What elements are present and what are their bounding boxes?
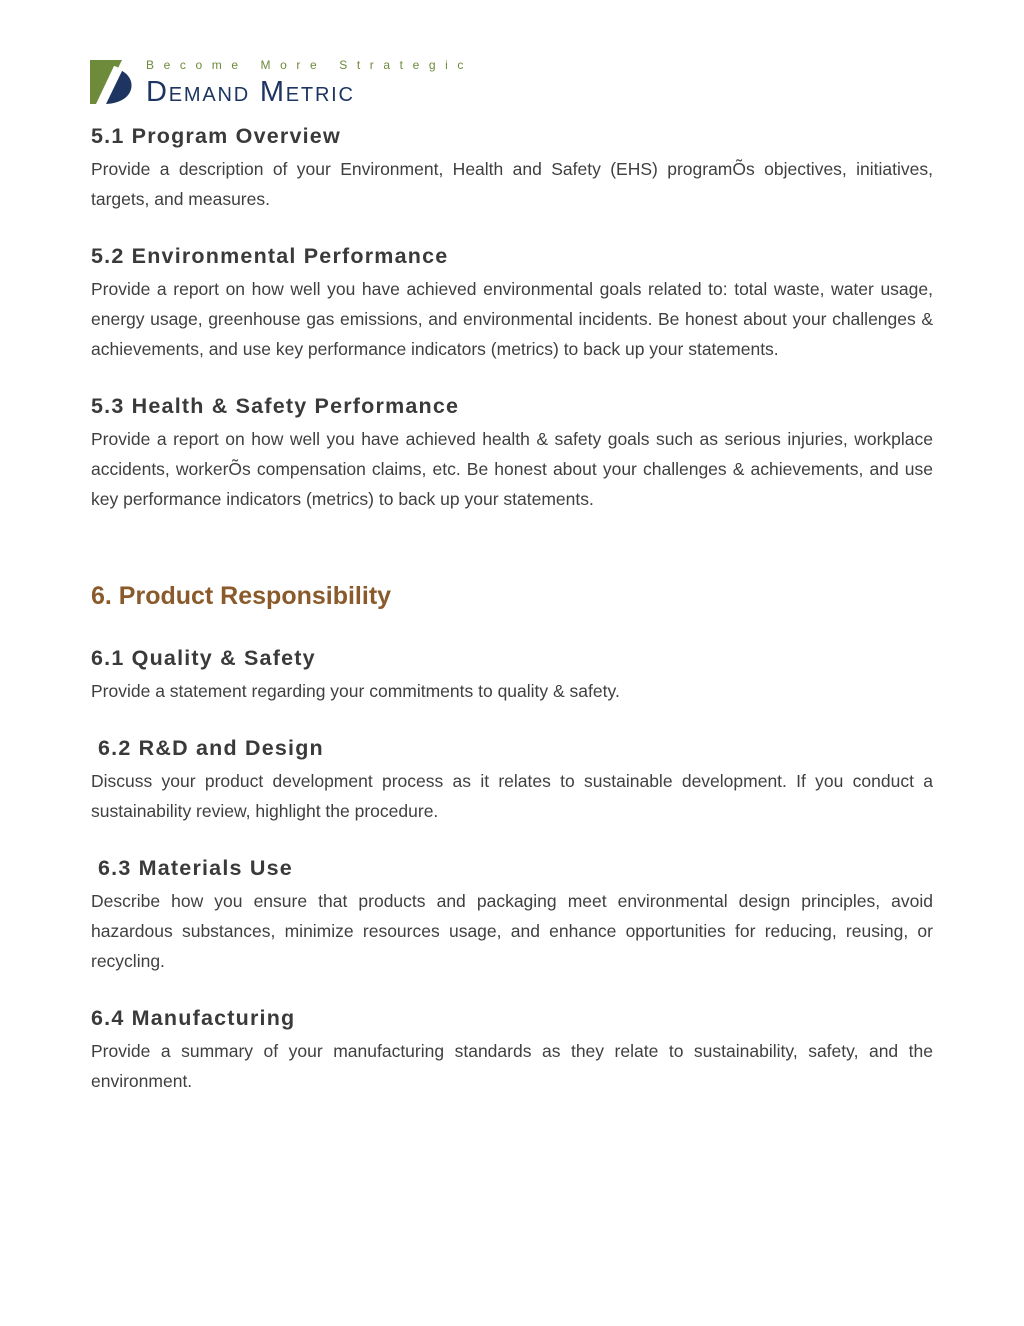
demand-metric-logo	[90, 58, 490, 106]
heading-5-3: 5.3 Health & Safety Performance	[91, 394, 460, 418]
paragraph-5-3: Provide a report on how well you have achieved health & safety goals such as serious injuries, workplace accidents, workerÕs compensation claims, etc. Be honest about your challenges & achievements, and use key performance indicators (metrics) to back up your statements.	[91, 429, 933, 509]
paragraph-6-4: Provide a summary of your manufacturing standards as they relate to sustainability, safety, and the environment.	[91, 1041, 933, 1091]
paragraph-6-1: Provide a statement regarding your commitments to quality & safety.	[91, 681, 620, 701]
paragraph-5-2: Provide a report on how well you have achieved environmental goals related to: total waste, water usage, energy usage, greenhouse gas emissions, and environmental incidents. Be honest about your challenges & achievements, and use key performance indicators (metrics) to back up your statements.	[91, 279, 933, 359]
heading-5-1: 5.1 Program Overview	[91, 124, 341, 148]
logo-brand-name: Demand Metric	[146, 76, 355, 108]
logo-tagline: Become More Strategic	[146, 58, 473, 72]
heading-6-3: 6.3 Materials Use	[98, 856, 293, 880]
paragraph-6-3: Describe how you ensure that products and packaging meet environmental design principles, avoid hazardous substances, minimize resources usage, and enhance opportunities for reducing, reusing, or recycling.	[91, 891, 933, 971]
section-title-6: 6. Product Responsibility	[91, 582, 392, 610]
paragraph-6-2: Discuss your product development process as it relates to sustainable development. If you conduct a sustainability review, highlight the procedure.	[91, 771, 933, 821]
heading-5-2: 5.2 Environmental Performance	[91, 244, 449, 268]
heading-6-4: 6.4 Manufacturing	[91, 1006, 296, 1030]
document-body	[91, 118, 933, 1096]
heading-6-1: 6.1 Quality & Safety	[91, 646, 316, 670]
demand-metric-logo-icon	[90, 60, 134, 104]
heading-6-2: 6.2 R&D and Design	[98, 736, 324, 760]
paragraph-5-1: Provide a description of your Environment, Health and Safety (EHS) programÕs objectives, initiatives, targets, and measures.	[91, 159, 933, 209]
